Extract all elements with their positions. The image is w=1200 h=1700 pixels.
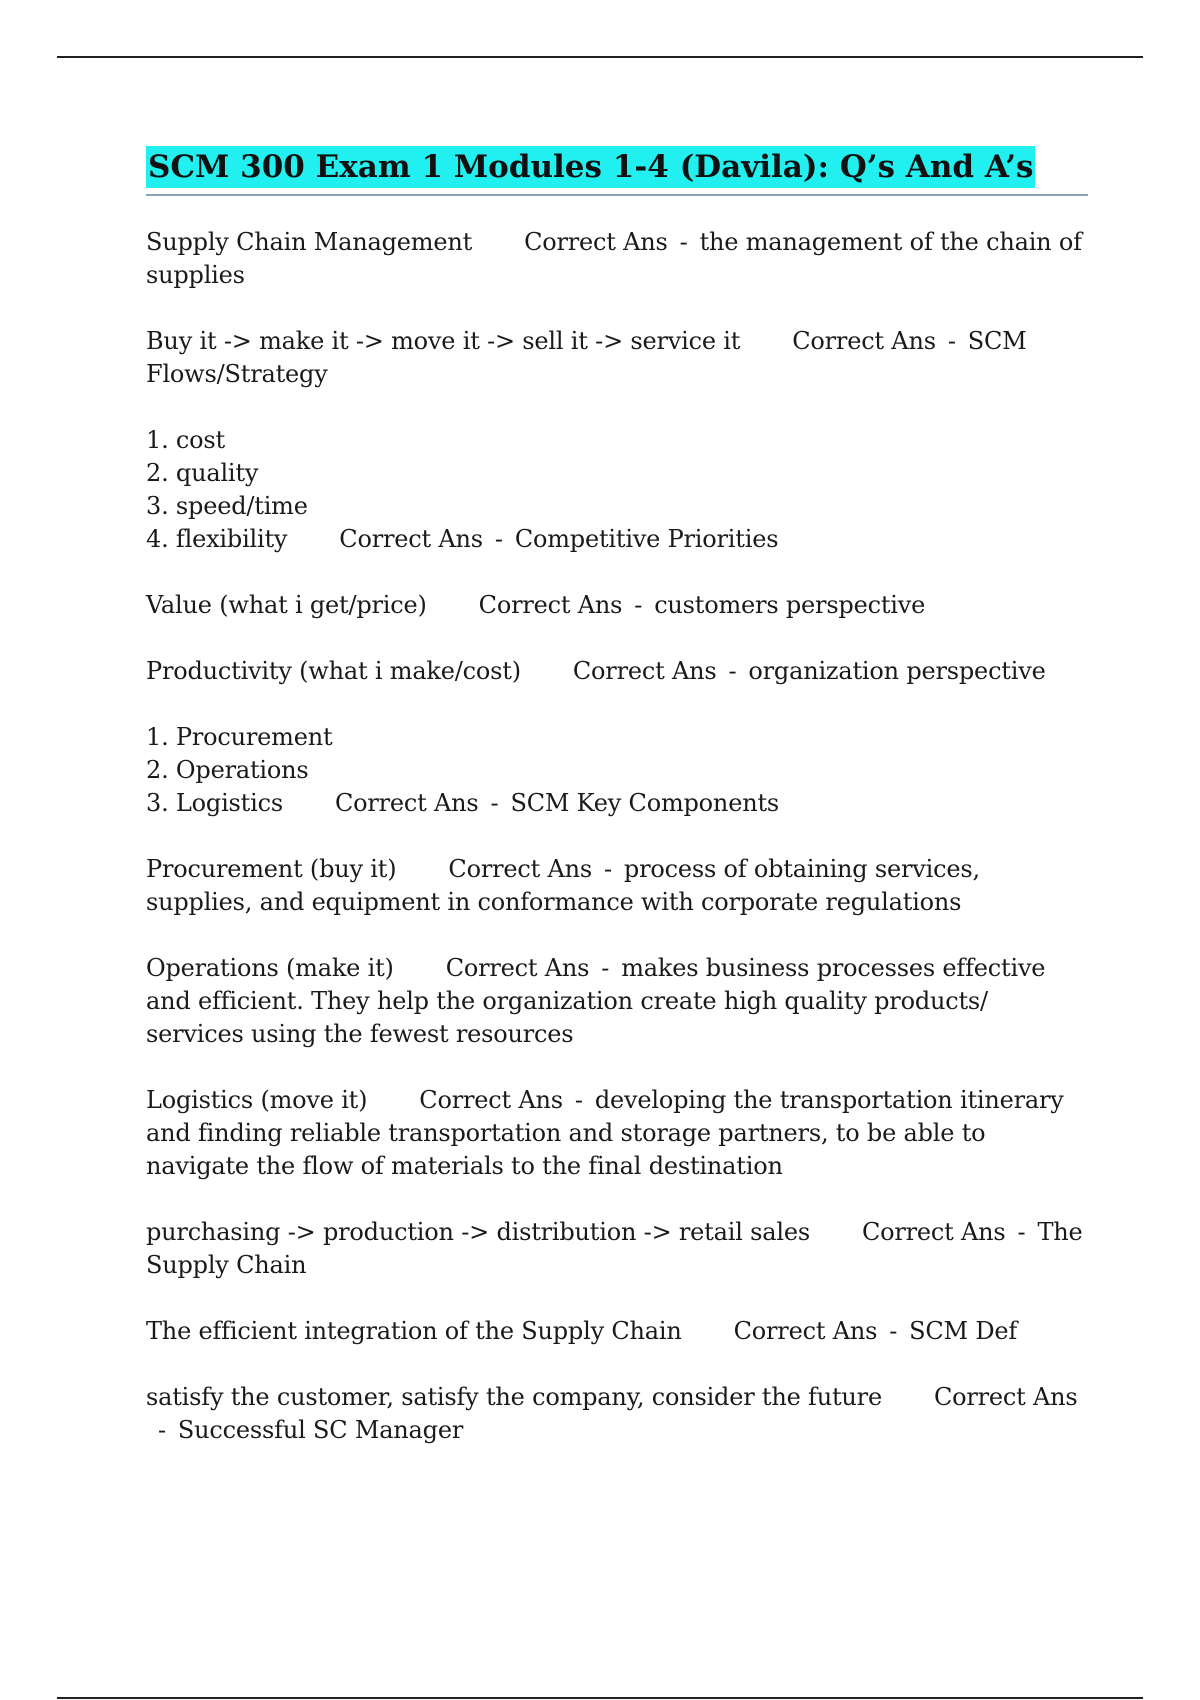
question-text: satisfy the customer, satisfy the company, consider the future (146, 1383, 882, 1411)
answer-text: makes business processes effective and efficient. They help the organization create high quality products/ services using the fewest resources (146, 954, 1046, 1048)
answer-label: Correct Ans (861, 1218, 1006, 1246)
qa-item (146, 1216, 1088, 1282)
answer-text: The Supply Chain (146, 1218, 1083, 1279)
answer-dash: - (158, 1416, 166, 1444)
answer-dash: - (889, 1317, 898, 1345)
answer-label: Correct Ans (334, 789, 479, 817)
answer-text: Competitive Priorities (514, 525, 779, 553)
qa-item (146, 853, 1088, 919)
answer-dash: - (679, 228, 688, 256)
qa-item (146, 325, 1088, 391)
answer-text: SCM Key Components (510, 789, 780, 817)
question-text: 3. Logistics (146, 789, 283, 817)
question-text: 2. quality (146, 459, 259, 487)
qa-line (146, 591, 925, 619)
question-text: Buy it -> make it -> move it -> sell it -> service it (146, 327, 741, 355)
answer-dash: - (947, 327, 956, 355)
question-text: 1. Procurement (146, 723, 333, 751)
qa-item (146, 952, 1088, 1051)
qa-line (146, 525, 778, 553)
answer-label: Correct Ans (524, 228, 668, 256)
answer-label: Correct Ans (933, 1383, 1078, 1411)
question-text: Operations (make it) (146, 954, 394, 982)
top-rule (57, 56, 1143, 58)
bottom-rule (57, 1697, 1143, 1699)
answer-text: Successful SC Manager (177, 1416, 464, 1444)
qa-line (146, 424, 1088, 457)
qa-line (146, 327, 1027, 388)
answer-text: SCM Def (909, 1317, 1018, 1345)
question-text: Procurement (buy it) (146, 855, 397, 883)
qa-line (146, 1218, 1083, 1279)
answer-text: process of obtaining services, supplies, and equipment in conformance with corporate regulations (146, 855, 980, 916)
answer-label: Correct Ans (478, 591, 623, 619)
answer-dash: - (728, 657, 737, 685)
qa-line (146, 228, 1082, 289)
answer-label: Correct Ans (419, 1086, 563, 1114)
question-text: 2. Operations (146, 756, 309, 784)
answer-label: Correct Ans (448, 855, 592, 883)
answer-dash: - (604, 855, 612, 883)
answer-label: Correct Ans (733, 1317, 878, 1345)
question-text: purchasing -> production -> distribution -> retail sales (146, 1218, 810, 1246)
qa-line (146, 721, 1088, 754)
qa-item (146, 226, 1088, 292)
answer-dash: - (601, 954, 610, 982)
answer-text: customers perspective (654, 591, 926, 619)
question-text: The efficient integration of the Supply Chain (146, 1317, 682, 1345)
qa-item (146, 655, 1088, 688)
qa-line (146, 789, 779, 817)
answer-dash: - (1017, 1218, 1026, 1246)
question-text: Logistics (move it) (146, 1086, 368, 1114)
answer-dash: - (490, 789, 499, 817)
qa-item (146, 1084, 1088, 1183)
qa-line (146, 1317, 1017, 1345)
document-body (146, 146, 1088, 1480)
qa-line (146, 490, 1088, 523)
qa-line (146, 1383, 1078, 1444)
qa-line (146, 754, 1088, 787)
answer-label: Correct Ans (445, 954, 590, 982)
question-text: 4. flexibility (146, 525, 288, 553)
answer-dash: - (494, 525, 503, 553)
answer-text: organization perspective (748, 657, 1046, 685)
qa-item (146, 589, 1088, 622)
answer-dash: - (634, 591, 643, 619)
qa-item (146, 721, 1088, 820)
answer-text: the management of the chain of supplies (146, 228, 1082, 289)
question-text: 3. speed/time (146, 492, 308, 520)
question-text: Productivity (what i make/cost) (146, 657, 521, 685)
qa-item (146, 1381, 1088, 1447)
qa-line (146, 855, 980, 916)
answer-dash: - (574, 1086, 583, 1114)
qa-item (146, 1315, 1088, 1348)
answer-label: Correct Ans (572, 657, 717, 685)
qa-line (146, 1086, 1064, 1180)
qa-line (146, 457, 1088, 490)
question-text: Value (what i get/price) (146, 591, 427, 619)
question-text: 1. cost (146, 426, 225, 454)
question-text: Supply Chain Management (146, 228, 473, 256)
document-title: SCM 300 Exam 1 Modules 1-4 (Davila): Q’s And A’s (146, 146, 1035, 188)
qa-line (146, 954, 1045, 1048)
qa-line (146, 657, 1046, 685)
title-block (146, 146, 1088, 196)
answer-text: developing the transportation itinerary and finding reliable transportation and storage partners, to be able to navigate the flow of materials to the final destination (146, 1086, 1064, 1180)
answer-label: Correct Ans (339, 525, 483, 553)
answer-text: SCM Flows/Strategy (146, 327, 1027, 388)
answer-label: Correct Ans (792, 327, 936, 355)
qa-item (146, 424, 1088, 556)
